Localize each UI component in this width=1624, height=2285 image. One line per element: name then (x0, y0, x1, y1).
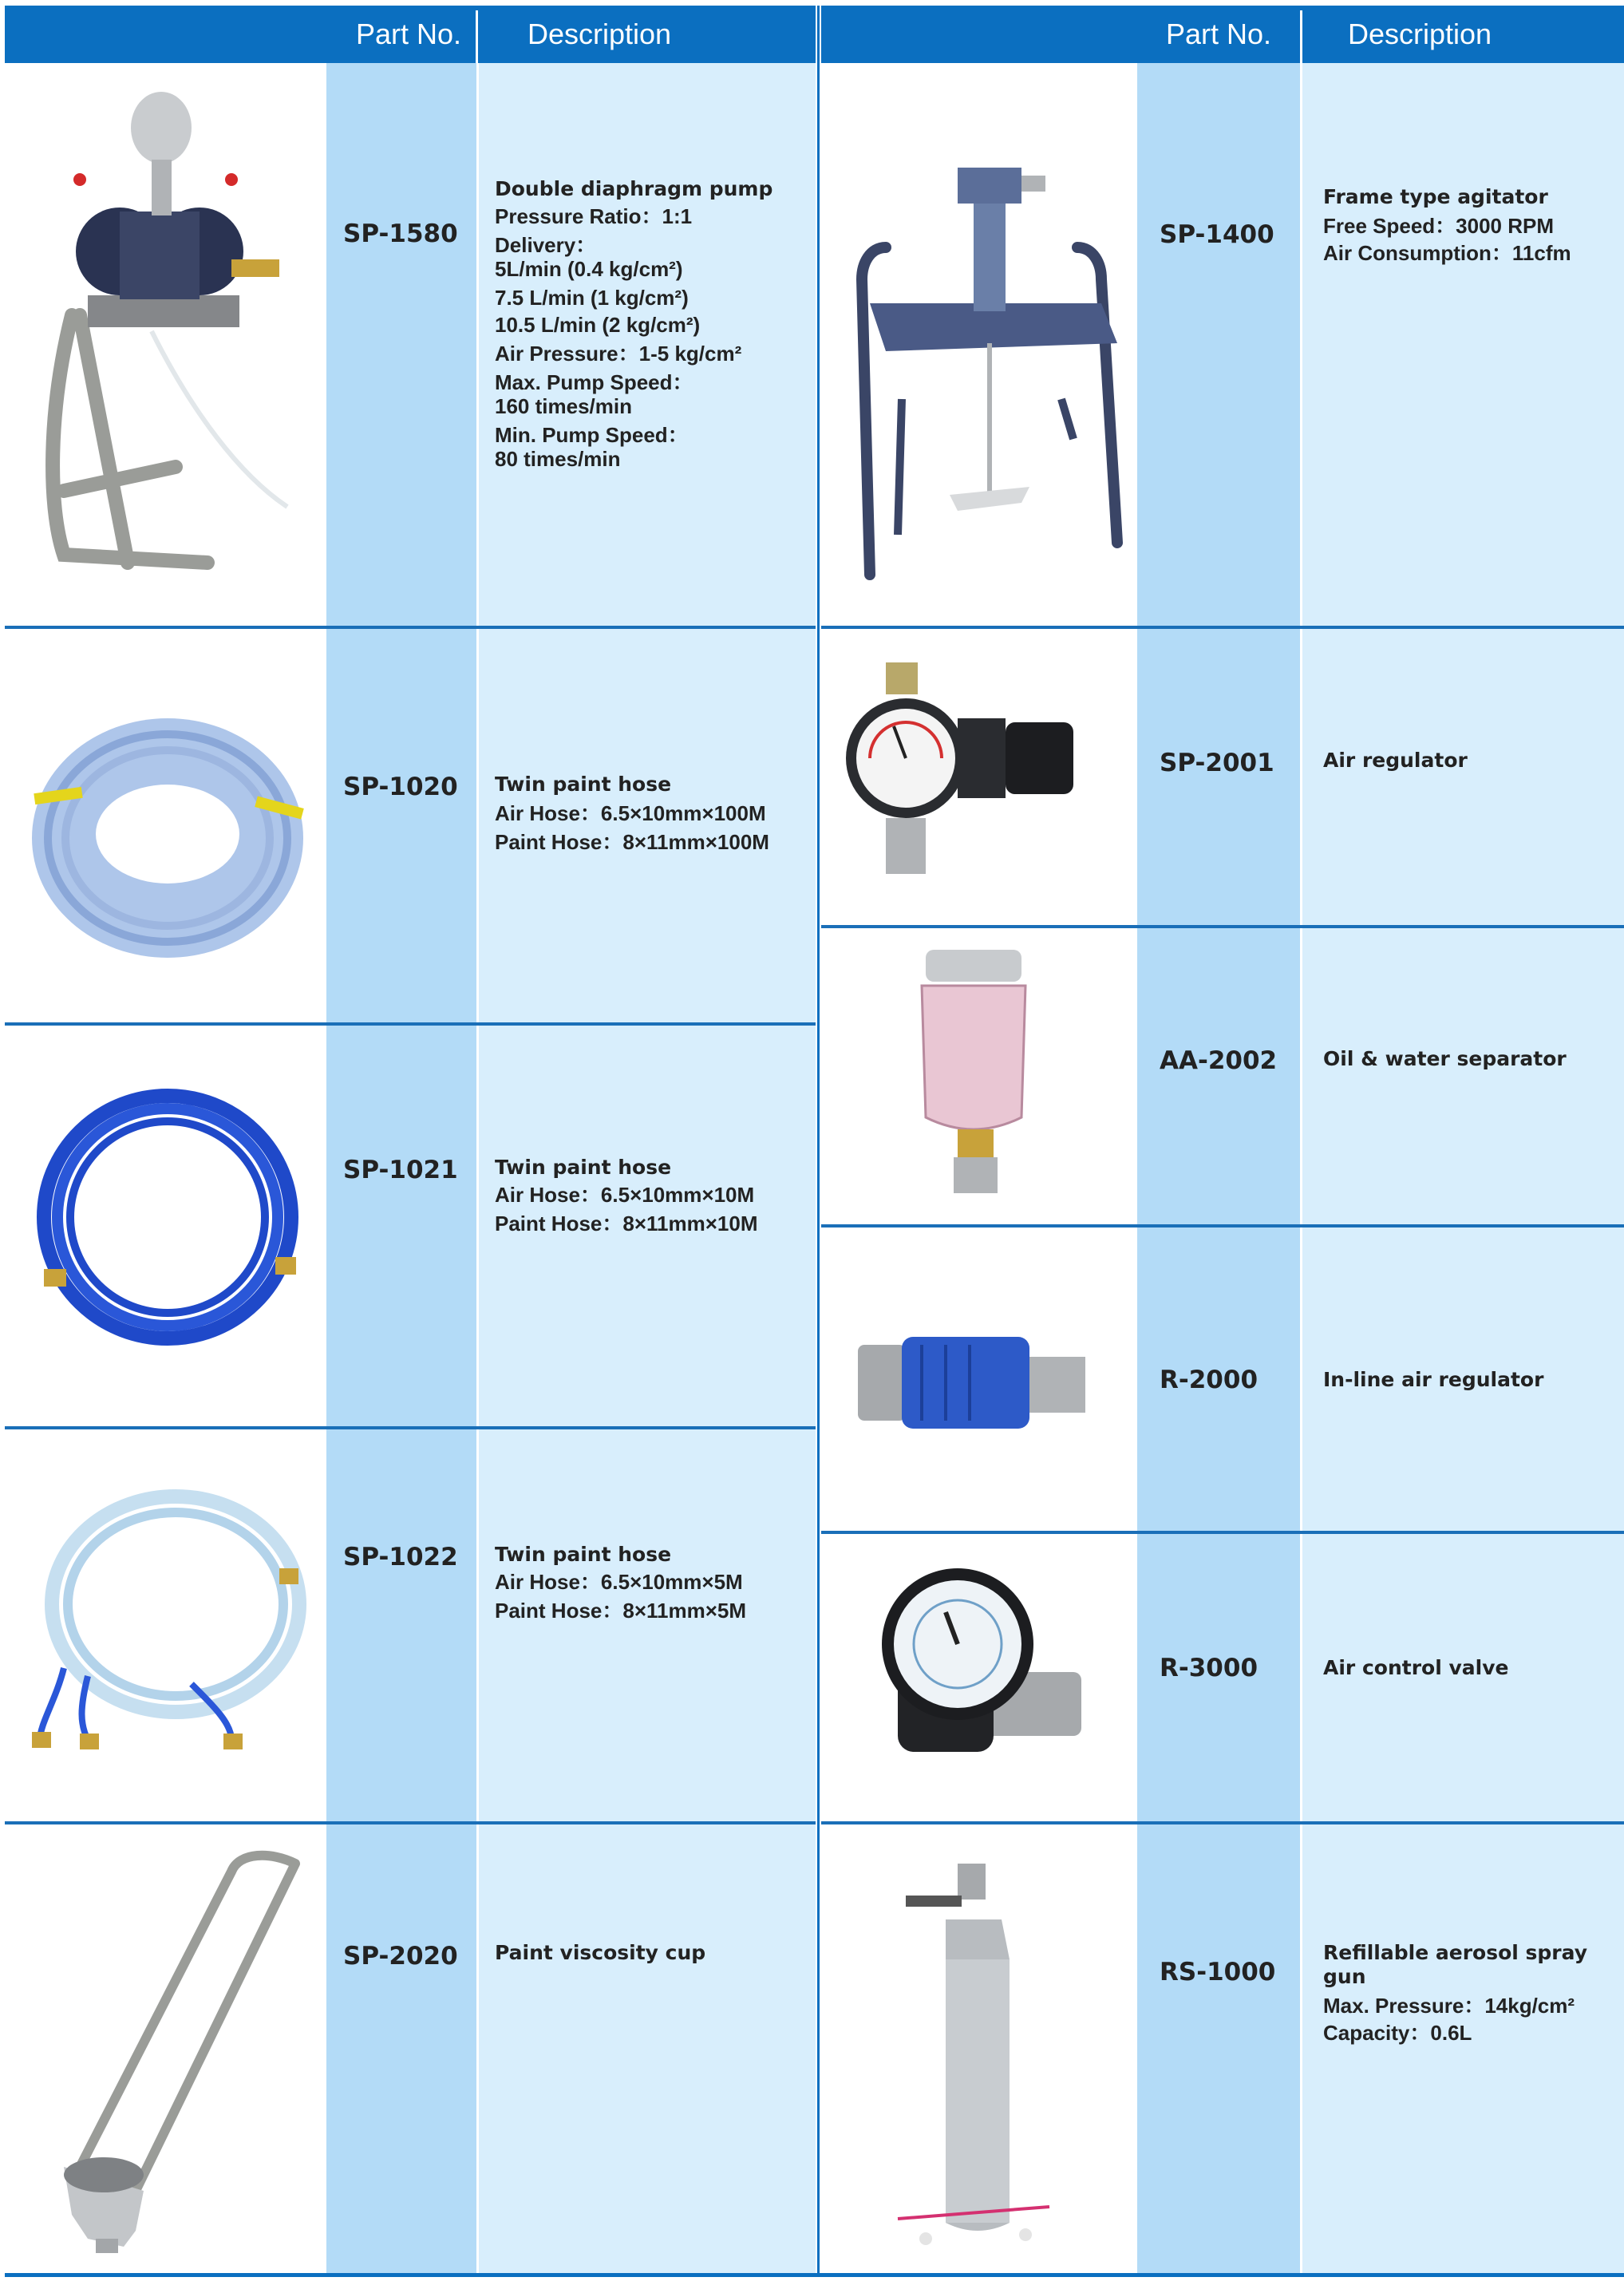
spec-line: Paint Hose：8×11mm×10M (495, 1212, 758, 1235)
spec-line: Air Consumption：11cfm (1323, 241, 1571, 265)
bottom-border (5, 2273, 1624, 2277)
hose-coil-image (28, 702, 307, 966)
product-description (1323, 1656, 1618, 1683)
product-description (495, 177, 810, 471)
spec-line: Delivery： (495, 233, 597, 257)
product-title: Double diaphragm pump (495, 177, 773, 200)
product-title: Oil & water separator (1323, 1047, 1567, 1070)
part-number: SP-1022 (343, 1543, 458, 1571)
spec-line: Paint Hose：8×11mm×5M (495, 1599, 747, 1623)
header-divider (476, 10, 478, 63)
header-part-no: Part No. (356, 18, 462, 50)
row-divider (821, 1821, 1624, 1824)
product-description (495, 773, 810, 854)
air-control-valve-image (866, 1568, 1081, 1760)
row-divider (5, 1022, 816, 1026)
diaphragm-pump-image (32, 92, 303, 595)
product-description (1323, 1047, 1618, 1074)
product-description (1323, 1941, 1618, 2045)
spec-line: Air Hose：6.5×10mm×10M (495, 1183, 755, 1207)
viscosity-cup-image (48, 1848, 311, 2255)
spec-line: 10.5 L/min (2 kg/cm²) (495, 313, 701, 337)
spec-line: 7.5 L/min (1 kg/cm²) (495, 286, 689, 310)
product-title: Frame type agitator (1323, 185, 1548, 208)
row-divider (821, 1531, 1624, 1534)
product-title: Paint viscosity cup (495, 1941, 706, 1964)
right-partno-column (1137, 63, 1300, 2273)
part-number: SP-1580 (343, 219, 458, 248)
row-divider (5, 1426, 816, 1429)
product-description (1323, 1368, 1618, 1395)
spec-line: Paint Hose：8×11mm×100M (495, 830, 769, 854)
spec-line: 160 times/min (495, 394, 632, 418)
product-title: Air regulator (1323, 749, 1468, 772)
product-title: In-line air regulator (1323, 1368, 1544, 1391)
part-number: SP-2020 (343, 1942, 458, 1971)
part-number: RS-1000 (1160, 1958, 1276, 1987)
part-number: SP-1400 (1160, 220, 1274, 249)
hose-coil-image (32, 1484, 307, 1760)
product-description (495, 1941, 810, 1968)
spec-line: Max. Pressure：14kg/cm² (1323, 1994, 1575, 2018)
spec-line: Capacity：0.6L (1323, 2021, 1472, 2045)
part-number: R-2000 (1160, 1366, 1259, 1394)
aerosol-spray-gun-image (890, 1864, 1065, 2255)
row-divider (821, 626, 1624, 629)
header-description: Description (528, 18, 672, 50)
product-title: Twin paint hose (495, 773, 672, 796)
product-title: Air control valve (1323, 1656, 1509, 1679)
part-number: AA-2002 (1160, 1046, 1278, 1075)
air-regulator-image (846, 662, 1101, 878)
product-title: Twin paint hose (495, 1543, 672, 1566)
product-description (1323, 185, 1618, 265)
header-description: Description (1348, 18, 1492, 50)
spec-line: Free Speed：3000 RPM (1323, 214, 1555, 238)
row-divider (5, 1821, 816, 1824)
center-divider (816, 6, 821, 2275)
row-divider (821, 925, 1624, 928)
part-number: R-3000 (1160, 1654, 1259, 1682)
agitator-image (838, 160, 1125, 591)
part-number: SP-2001 (1160, 749, 1274, 777)
hose-coil-image (36, 1085, 299, 1349)
inline-regulator-image (858, 1325, 1089, 1445)
spec-line: Air Pressure：1-5 kg/cm² (495, 342, 742, 366)
spec-line: 80 times/min (495, 447, 621, 471)
product-description (1323, 749, 1618, 776)
product-description (495, 1543, 810, 1623)
spec-line: Air Hose：6.5×10mm×100M (495, 801, 766, 825)
spec-line: Air Hose：6.5×10mm×5M (495, 1570, 743, 1594)
table-header-right (821, 6, 1624, 63)
product-title: Twin paint hose (495, 1156, 672, 1179)
product-title: Refillable aerosol spray gun (1323, 1941, 1588, 1988)
product-description (495, 1156, 810, 1235)
table-header-left (5, 6, 816, 63)
part-number: SP-1021 (343, 1156, 458, 1184)
spec-line: 5L/min (0.4 kg/cm²) (495, 257, 683, 281)
spec-line: Min. Pump Speed： (495, 423, 689, 447)
row-divider (821, 1224, 1624, 1227)
row-divider (5, 626, 816, 629)
header-part-no: Part No. (1166, 18, 1272, 50)
spec-line: Pressure Ratio：1:1 (495, 204, 693, 228)
header-divider (1300, 10, 1302, 63)
spec-line: Max. Pump Speed： (495, 370, 693, 394)
oil-water-separator-image (910, 950, 1037, 1197)
part-number: SP-1020 (343, 773, 458, 801)
